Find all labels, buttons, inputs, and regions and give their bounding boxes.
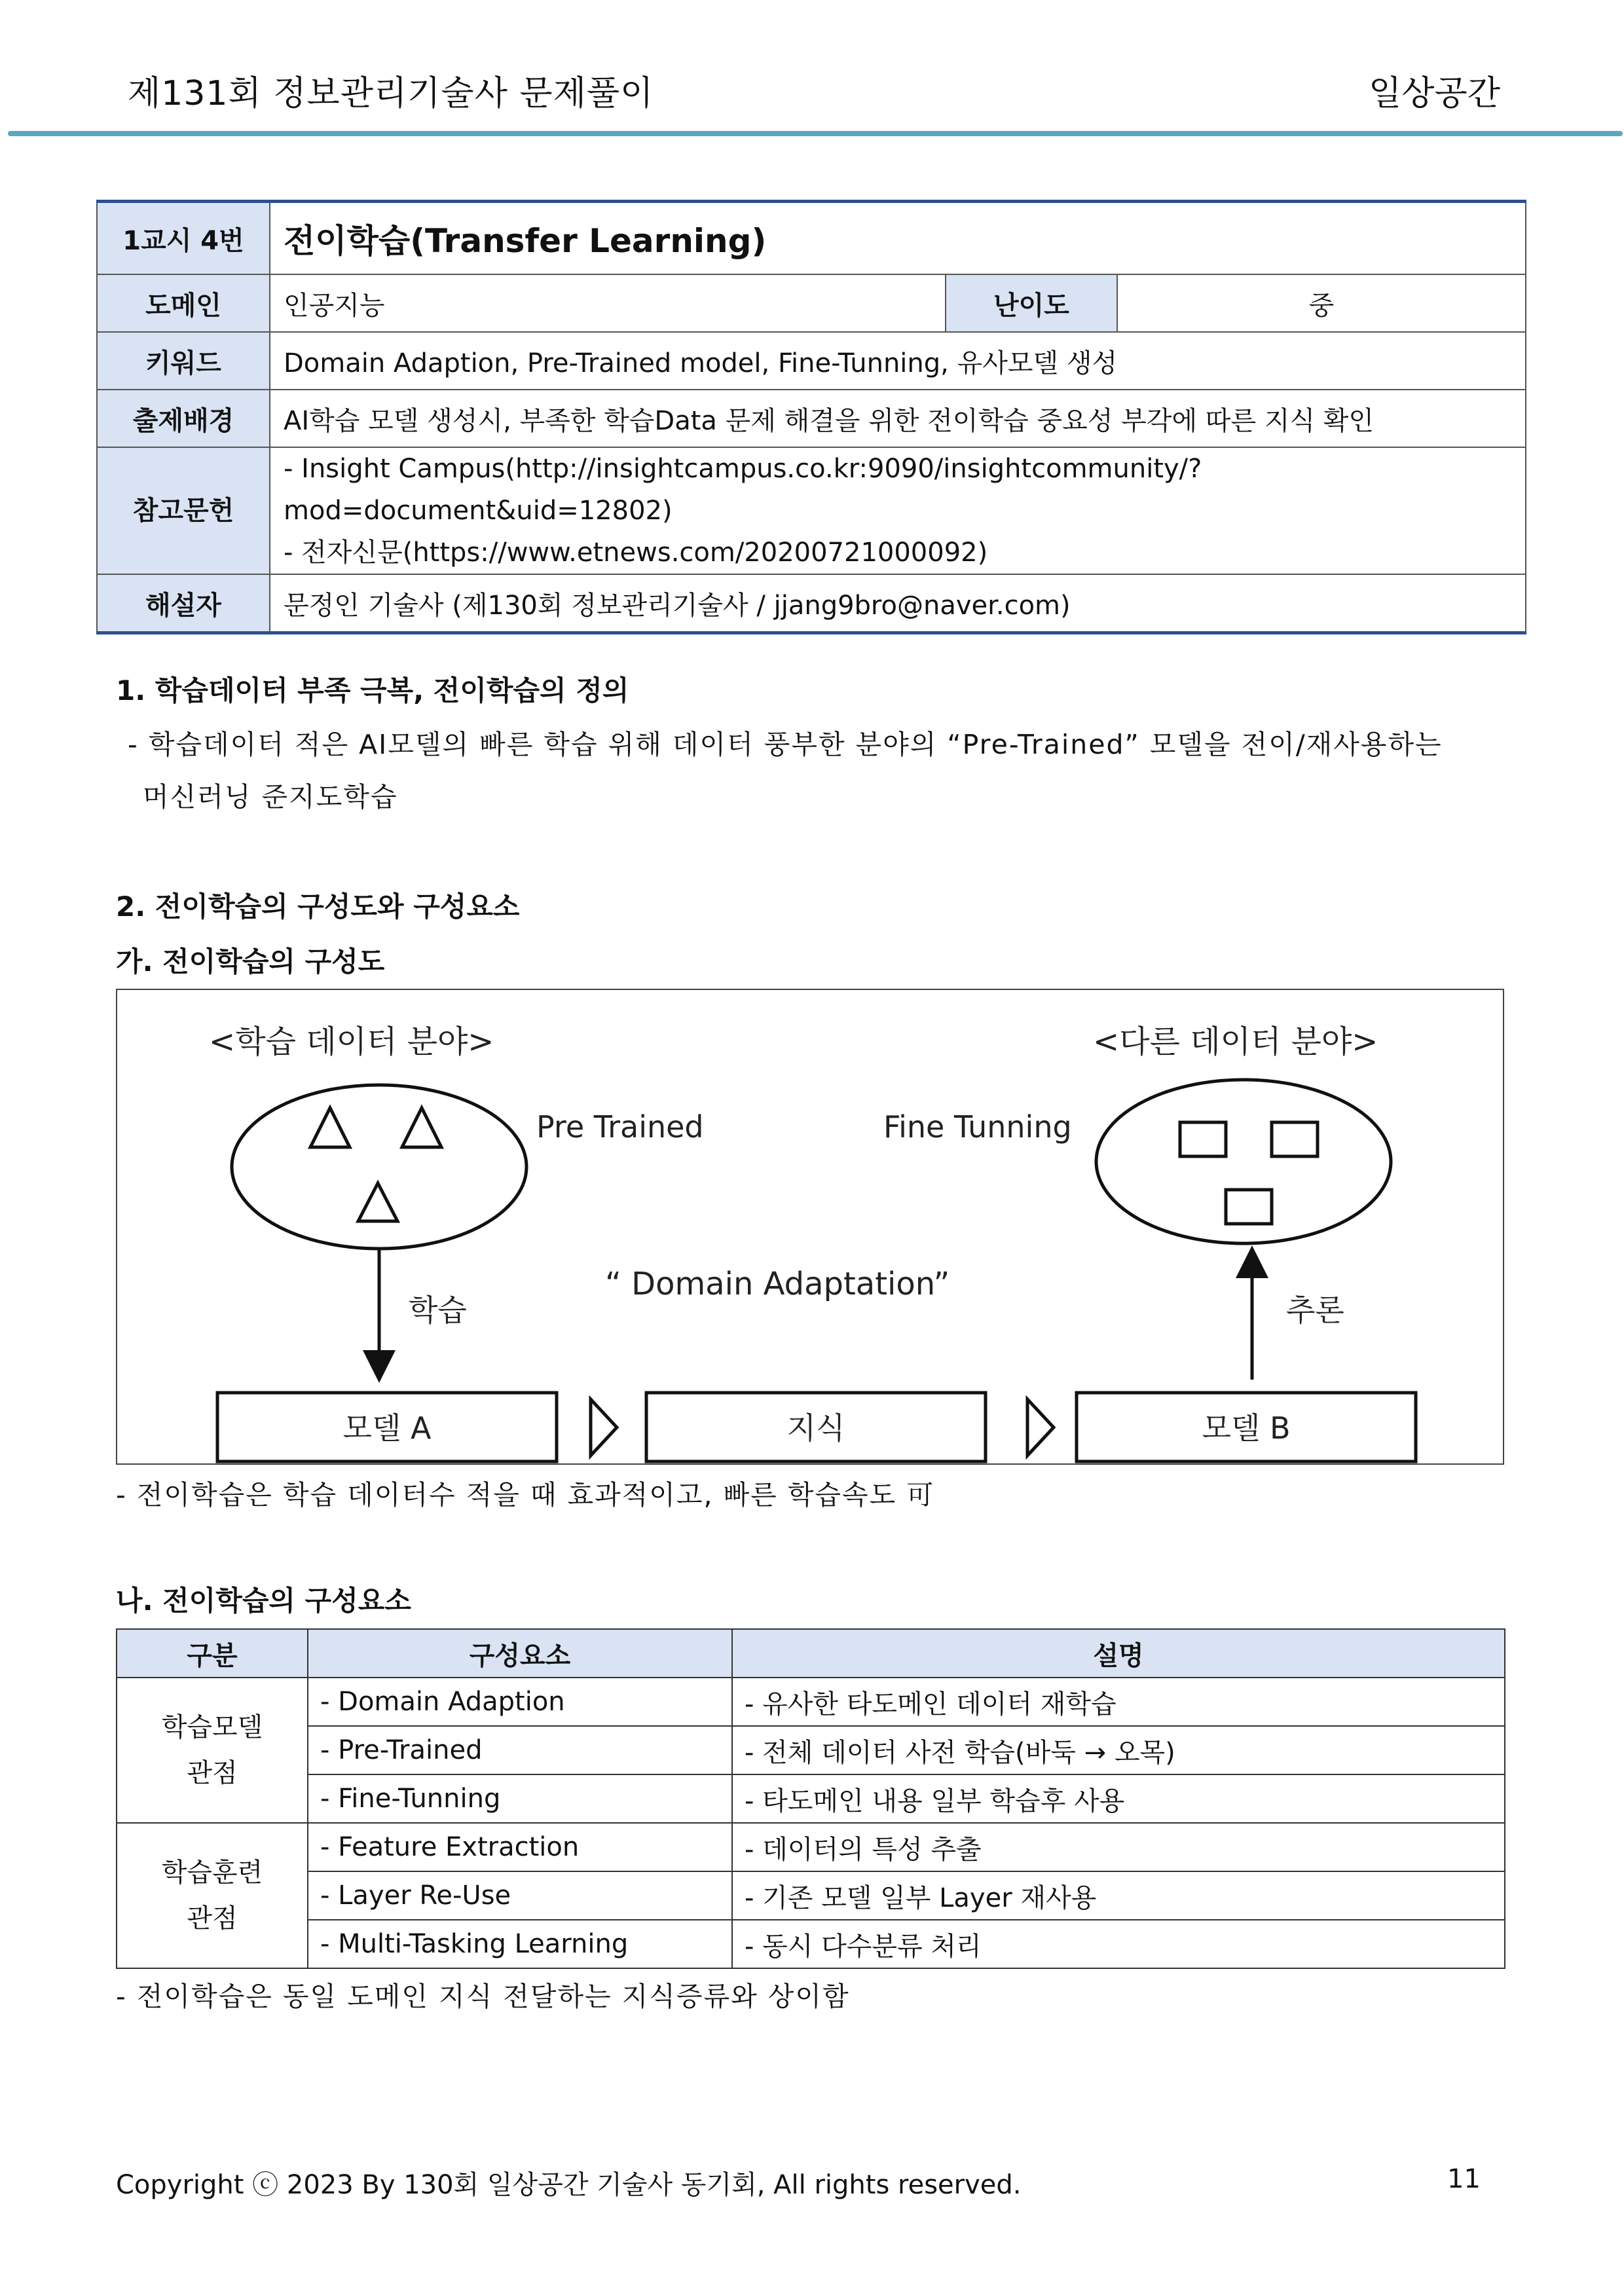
group-name: 관점 (187, 1758, 238, 1788)
description-cell: - 유사한 타도메인 데이터 재학습 (732, 1678, 1505, 1726)
table-row (117, 1823, 1505, 1871)
references-value (270, 447, 1526, 574)
right-domain-title: <다른 데이터 분야> (1093, 1023, 1378, 1060)
group-name: 학습훈련 (161, 1858, 263, 1888)
question-title: 전이학습(Transfer Learning) (270, 202, 1526, 275)
table-row (117, 1726, 1505, 1774)
group-cell (117, 1678, 308, 1823)
page-header-title: 제131회 정보관리기술사 문제풀이 (128, 74, 654, 113)
table-note: - 전이학습은 동일 도메인 지식 전달하는 지식증류와 상이함 (116, 1981, 850, 2012)
keywords-value: Domain Adaption, Pre-Trained model, Fine-Tunning, 유사모델 생성 (270, 332, 1526, 390)
learn-label: 학습 (409, 1293, 467, 1328)
description-cell: - 전체 데이터 사전 학습(바둑 → 오목) (732, 1726, 1505, 1774)
difficulty-label: 난이도 (946, 274, 1117, 332)
triangle-icon (358, 1183, 397, 1221)
author-value: 문정인 기술사 (제130회 정보관리기술사 / jjang9bro@naver.com) (270, 574, 1526, 633)
question-info-table (96, 200, 1526, 634)
table-row (117, 1774, 1505, 1823)
diagram-note: - 전이학습은 학습 데이터수 적을 때 효과적이고, 빠른 학습속도 可 (116, 1479, 935, 1511)
description-cell: - 기존 모델 일부 Layer 재사용 (732, 1871, 1505, 1920)
keywords-label: 키워드 (97, 332, 270, 390)
description-cell: - 데이터의 특성 추출 (732, 1823, 1505, 1871)
header-divider (8, 131, 1623, 136)
fine-tunning-label: Fine Tunning (883, 1109, 1072, 1145)
component-cell: - Layer Re-Use (308, 1871, 732, 1920)
group-cell (117, 1823, 308, 1968)
description-cell: - 동시 다수분류 처리 (732, 1920, 1505, 1968)
triangle-icon (402, 1108, 441, 1147)
transfer-learning-diagram (116, 989, 1504, 1465)
domain-label: 도메인 (97, 274, 270, 332)
table-row (117, 1871, 1505, 1920)
knowledge-label: 지식 (786, 1410, 845, 1446)
triangle-icon (310, 1108, 350, 1147)
section2-heading: 2. 전이학습의 구성도와 구성요소 (116, 890, 520, 923)
section1-heading: 1. 학습데이터 부족 극복, 전이학습의 정의 (116, 674, 629, 707)
section1-line1: - 학습데이터 적은 AI모델의 빠른 학습 위해 데이터 풍부한 분야의 “Pre-Trained” 모델을 전이/재사용하는 (128, 729, 1443, 760)
chevron-right-icon (1027, 1399, 1054, 1456)
question-number: 1교시 4번 (97, 202, 270, 275)
component-cell: - Pre-Trained (308, 1726, 732, 1774)
left-domain-title: <학습 데이터 분야> (209, 1023, 494, 1060)
domain-value: 인공지능 (270, 274, 946, 332)
domain-adaptation-label: “ Domain Adaptation” (605, 1266, 950, 1302)
target-domain-ellipse (1096, 1080, 1391, 1243)
component-cell: - Multi-Tasking Learning (308, 1920, 732, 1968)
chevron-right-icon (591, 1399, 617, 1456)
references-label: 참고문헌 (97, 447, 270, 574)
group-name: 학습모델 (161, 1712, 263, 1742)
square-icon (1180, 1122, 1226, 1156)
table-header: 구성요소 (308, 1629, 732, 1678)
model-b-label: 모델 B (1202, 1410, 1291, 1446)
component-cell: - Fine-Tunning (308, 1774, 732, 1823)
page-number: 11 (1447, 2164, 1481, 2194)
section2a-heading: 가. 전이학습의 구성도 (116, 946, 385, 978)
author-label: 해설자 (97, 574, 270, 633)
difficulty-value: 중 (1117, 274, 1526, 332)
table-row (117, 1920, 1505, 1968)
model-a-label: 모델 A (342, 1410, 432, 1446)
square-icon (1226, 1190, 1272, 1224)
square-icon (1272, 1122, 1318, 1156)
section2b-heading: 나. 전이학습의 구성요소 (116, 1585, 411, 1617)
pre-trained-label: Pre Trained (536, 1109, 704, 1145)
group-name: 관점 (187, 1903, 238, 1934)
reference-item: - Insight Campus(http://insightcampus.co.kr:9090/insightcommunity/?mod=document&uid=12802) (284, 454, 1202, 526)
table-header: 구분 (117, 1629, 308, 1678)
background-value: AI학습 모델 생성시, 부족한 학습Data 문제 해결을 위한 전이학습 중요성 부각에 따른 지식 확인 (270, 390, 1526, 447)
background-label: 출제배경 (97, 390, 270, 447)
table-header: 설명 (732, 1629, 1505, 1678)
component-cell: - Feature Extraction (308, 1823, 732, 1871)
source-domain-ellipse (232, 1085, 526, 1249)
component-cell: - Domain Adaption (308, 1678, 732, 1726)
components-table (116, 1628, 1505, 1969)
description-cell: - 타도메인 내용 일부 학습후 사용 (732, 1774, 1505, 1823)
table-row (117, 1678, 1505, 1726)
infer-label: 추론 (1286, 1293, 1344, 1328)
reference-item: - 전자신문(https://www.etnews.com/20200721000092) (284, 538, 988, 568)
section1-line2: 머신러닝 준지도학습 (143, 781, 398, 813)
footer-copyright: Copyright ⓒ 2023 By 130회 일상공간 기술사 동기회, All rights reserved. (116, 2170, 1022, 2200)
page-header-brand: 일상공간 (1369, 74, 1500, 113)
